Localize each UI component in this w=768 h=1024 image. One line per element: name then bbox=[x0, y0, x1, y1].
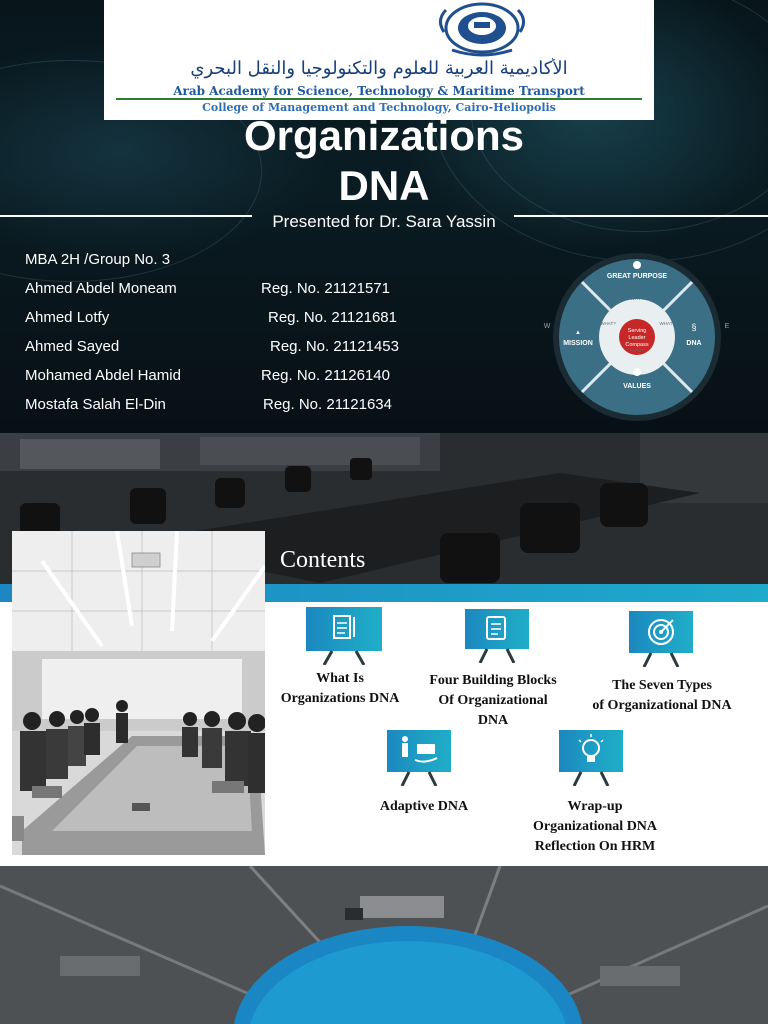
lightbulb-icon bbox=[559, 730, 623, 786]
serving-leader-compass bbox=[538, 252, 736, 422]
dna-helix-icon: § bbox=[691, 322, 697, 332]
compass-bottom-label: VALUES bbox=[623, 383, 651, 390]
compass-left-label: MISSION bbox=[563, 340, 593, 347]
compass-question-left: WHAT? bbox=[600, 321, 616, 326]
item-label-line-2: of Organizational DNA bbox=[592, 698, 732, 713]
item-label-line-1: Adaptive DNA bbox=[379, 799, 469, 814]
member-name: Ahmed Lotfy bbox=[25, 309, 110, 326]
item-label-line-1: What Is bbox=[316, 671, 364, 686]
compass-center-line-1: Serving bbox=[627, 328, 647, 334]
logo-arabic-text: الأكاديمية العربية للعلوم والتكنولوجيا والنقل البحري bbox=[190, 58, 568, 79]
compass-bottom-icon bbox=[633, 368, 641, 376]
title-slide bbox=[0, 0, 768, 433]
compass-top-label: GREAT PURPOSE bbox=[606, 273, 668, 280]
member-name: Ahmed Sayed bbox=[25, 338, 120, 355]
member-reg-number: Reg. No. 21121634 bbox=[263, 396, 392, 413]
item-label-line-3: Reflection On HRM bbox=[534, 839, 656, 854]
slide-title-line-2: DNA bbox=[338, 162, 430, 209]
clipboard-pen-icon bbox=[306, 607, 382, 665]
member-reg-number: Reg. No. 21126140 bbox=[261, 367, 390, 384]
compass-top-icon bbox=[633, 261, 641, 269]
item-label-line-2: Organizational DNA bbox=[532, 819, 658, 834]
contents-slide bbox=[0, 433, 768, 866]
meeting-photo bbox=[12, 531, 265, 855]
member-row bbox=[25, 396, 445, 416]
compass-question-right: WHAT bbox=[659, 321, 673, 326]
academy-seal-icon bbox=[422, 2, 542, 58]
slide-title-line-1: Organizations bbox=[243, 112, 525, 159]
member-reg-number: Reg. No. 21121453 bbox=[270, 338, 399, 355]
target-icon bbox=[629, 611, 693, 667]
presenter-subtitle: Presented for Dr. Sara Yassin bbox=[272, 212, 496, 231]
group-label-row bbox=[25, 251, 445, 271]
university-logo bbox=[104, 0, 654, 120]
item-label-line-1: The Seven Types bbox=[612, 678, 712, 693]
member-name: Ahmed Abdel Moneam bbox=[25, 280, 177, 297]
compass-center-line-2: Leader bbox=[628, 335, 646, 341]
mountain-icon: ▲ bbox=[575, 330, 581, 336]
next-slide-preview bbox=[0, 866, 768, 1024]
compass-question-top: WHY? bbox=[630, 296, 644, 301]
member-row bbox=[25, 338, 445, 358]
logo-divider bbox=[116, 98, 642, 100]
item-label-line-3: DNA bbox=[477, 713, 509, 728]
member-name: Mostafa Salah El-Din bbox=[25, 396, 166, 413]
logo-english-name: Arab Academy for Science, Technology & Maritime Transport bbox=[173, 84, 585, 98]
compass-question-bottom: HOW? bbox=[630, 348, 644, 353]
item-label-line-2: Of Organizational bbox=[438, 693, 548, 708]
compass-west-letter: W bbox=[543, 323, 551, 330]
member-reg-number: Reg. No. 21121681 bbox=[268, 309, 397, 326]
contents-title: Contents bbox=[280, 547, 366, 573]
item-label-line-2: Organizations DNA bbox=[280, 691, 400, 706]
item-label-line-1: Four Building Blocks bbox=[429, 673, 557, 688]
compass-east-letter: E bbox=[724, 323, 730, 330]
member-name: Mohamed Abdel Hamid bbox=[25, 367, 181, 384]
compass-center-line-3: Compass bbox=[625, 342, 649, 348]
member-row bbox=[25, 309, 445, 329]
member-reg-number: Reg. No. 21121571 bbox=[261, 280, 390, 297]
checklist-icon bbox=[465, 609, 529, 663]
member-row bbox=[25, 280, 445, 300]
group-label: MBA 2H /Group No. 3 bbox=[25, 251, 171, 268]
person-money-hand-icon bbox=[387, 730, 451, 786]
member-row bbox=[25, 367, 445, 387]
compass-right-label: DNA bbox=[686, 340, 702, 347]
logo-college-name: College of Management and Technology, Cairo-Heliopolis bbox=[202, 101, 556, 114]
item-label-line-1: Wrap-up bbox=[567, 799, 623, 814]
ceiling-photo bbox=[0, 866, 768, 1024]
